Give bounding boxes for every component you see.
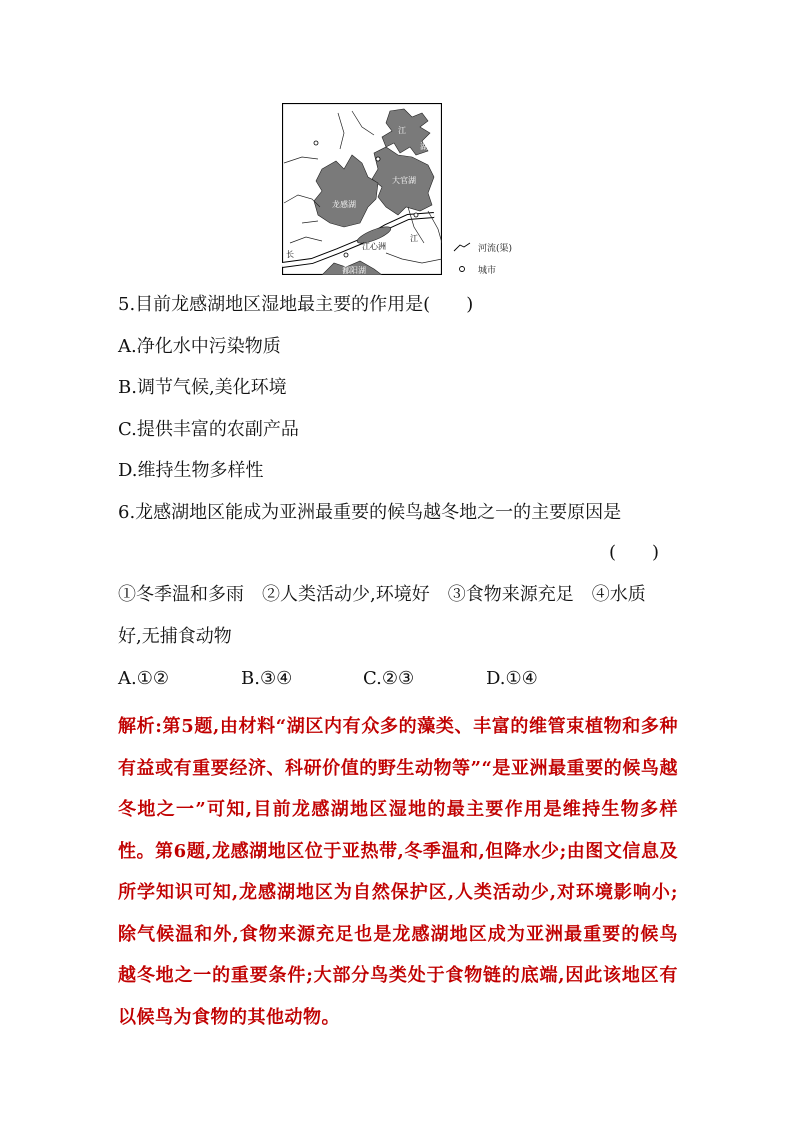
map-label-chang: 长 bbox=[286, 250, 294, 259]
river-legend-icon bbox=[452, 241, 472, 253]
legend-city bbox=[452, 262, 496, 276]
legend-river-label: 河流(渠) bbox=[478, 243, 513, 254]
answer-analysis bbox=[118, 706, 678, 1038]
city-marker bbox=[376, 157, 380, 161]
question-5-option-a[interactable]: A.净化水中污染物质 bbox=[118, 336, 281, 357]
question-6-choice-d[interactable]: D.①④ bbox=[486, 668, 538, 689]
map-label-jiang-top: 江 bbox=[398, 126, 406, 135]
question-5-option-b[interactable]: B.调节气候,美化环境 bbox=[118, 377, 287, 398]
lake-region-map bbox=[282, 103, 442, 275]
legend-city-label: 城市 bbox=[478, 265, 497, 276]
question-5-option-d[interactable]: D.维持生物多样性 bbox=[118, 460, 264, 481]
city-legend-icon bbox=[452, 263, 472, 275]
question-6-choice-c[interactable]: C.②③ bbox=[363, 668, 415, 689]
question-5-option-c[interactable]: C.提供丰富的农副产品 bbox=[118, 419, 299, 440]
city-marker bbox=[344, 253, 348, 257]
question-6-choice-a[interactable]: A.①② bbox=[118, 668, 169, 689]
map-label-dabai: 大官湖 bbox=[392, 176, 416, 185]
map-label-poyang: 鄱阳湖 bbox=[342, 266, 366, 275]
city-marker bbox=[414, 213, 418, 217]
question-6-items-line2: 好,无捕食动物 bbox=[118, 626, 232, 647]
map-label-longgan: 龙感湖 bbox=[332, 200, 356, 209]
question-5-stem: 5.目前龙感湖地区湿地最主要的作用是( ) bbox=[118, 294, 474, 315]
analysis-label: 解析: bbox=[118, 716, 163, 737]
analysis-text: 第5题,由材料“湖区内有众多的藻类、丰富的维管束植物和多种有益或有重要经济、科研价值的野生动物等”“是亚洲最重要的候鸟越冬地之一”可知,目前龙感湖地区湿地的最主要作用是维持生物多样性。第6题,龙感湖地区位于亚热带,冬季温和,但降水少;由图文信息及所学知识可知,龙感湖地区为自然保护区,人类活动少,对环境影响小;除气候温和外,食物来源充足也是龙感湖地区成为亚洲最重要的候鸟越冬地之一的重要条件;大部分鸟类处于食物链的底端,因此该地区有以候鸟为食物的其他动物。 bbox=[118, 716, 678, 1028]
map-label-hu-top: 湖 bbox=[420, 142, 428, 151]
map-legend bbox=[452, 240, 542, 280]
question-6-items-line1: ①冬季温和多雨 ②人类活动少,环境好 ③食物来源充足 ④水质 bbox=[118, 584, 646, 605]
legend-river bbox=[452, 240, 512, 254]
question-6-choice-b[interactable]: B.③④ bbox=[241, 668, 293, 689]
question-6-answer-paren: ( ) bbox=[609, 542, 660, 563]
question-6-stem: 6.龙感湖地区能成为亚洲最重要的候鸟越冬地之一的主要原因是 bbox=[118, 502, 622, 523]
map-label-jiang-right: 江 bbox=[410, 234, 418, 243]
city-marker bbox=[314, 141, 318, 145]
map-label-jiangxin: 江心洲 bbox=[362, 242, 386, 251]
